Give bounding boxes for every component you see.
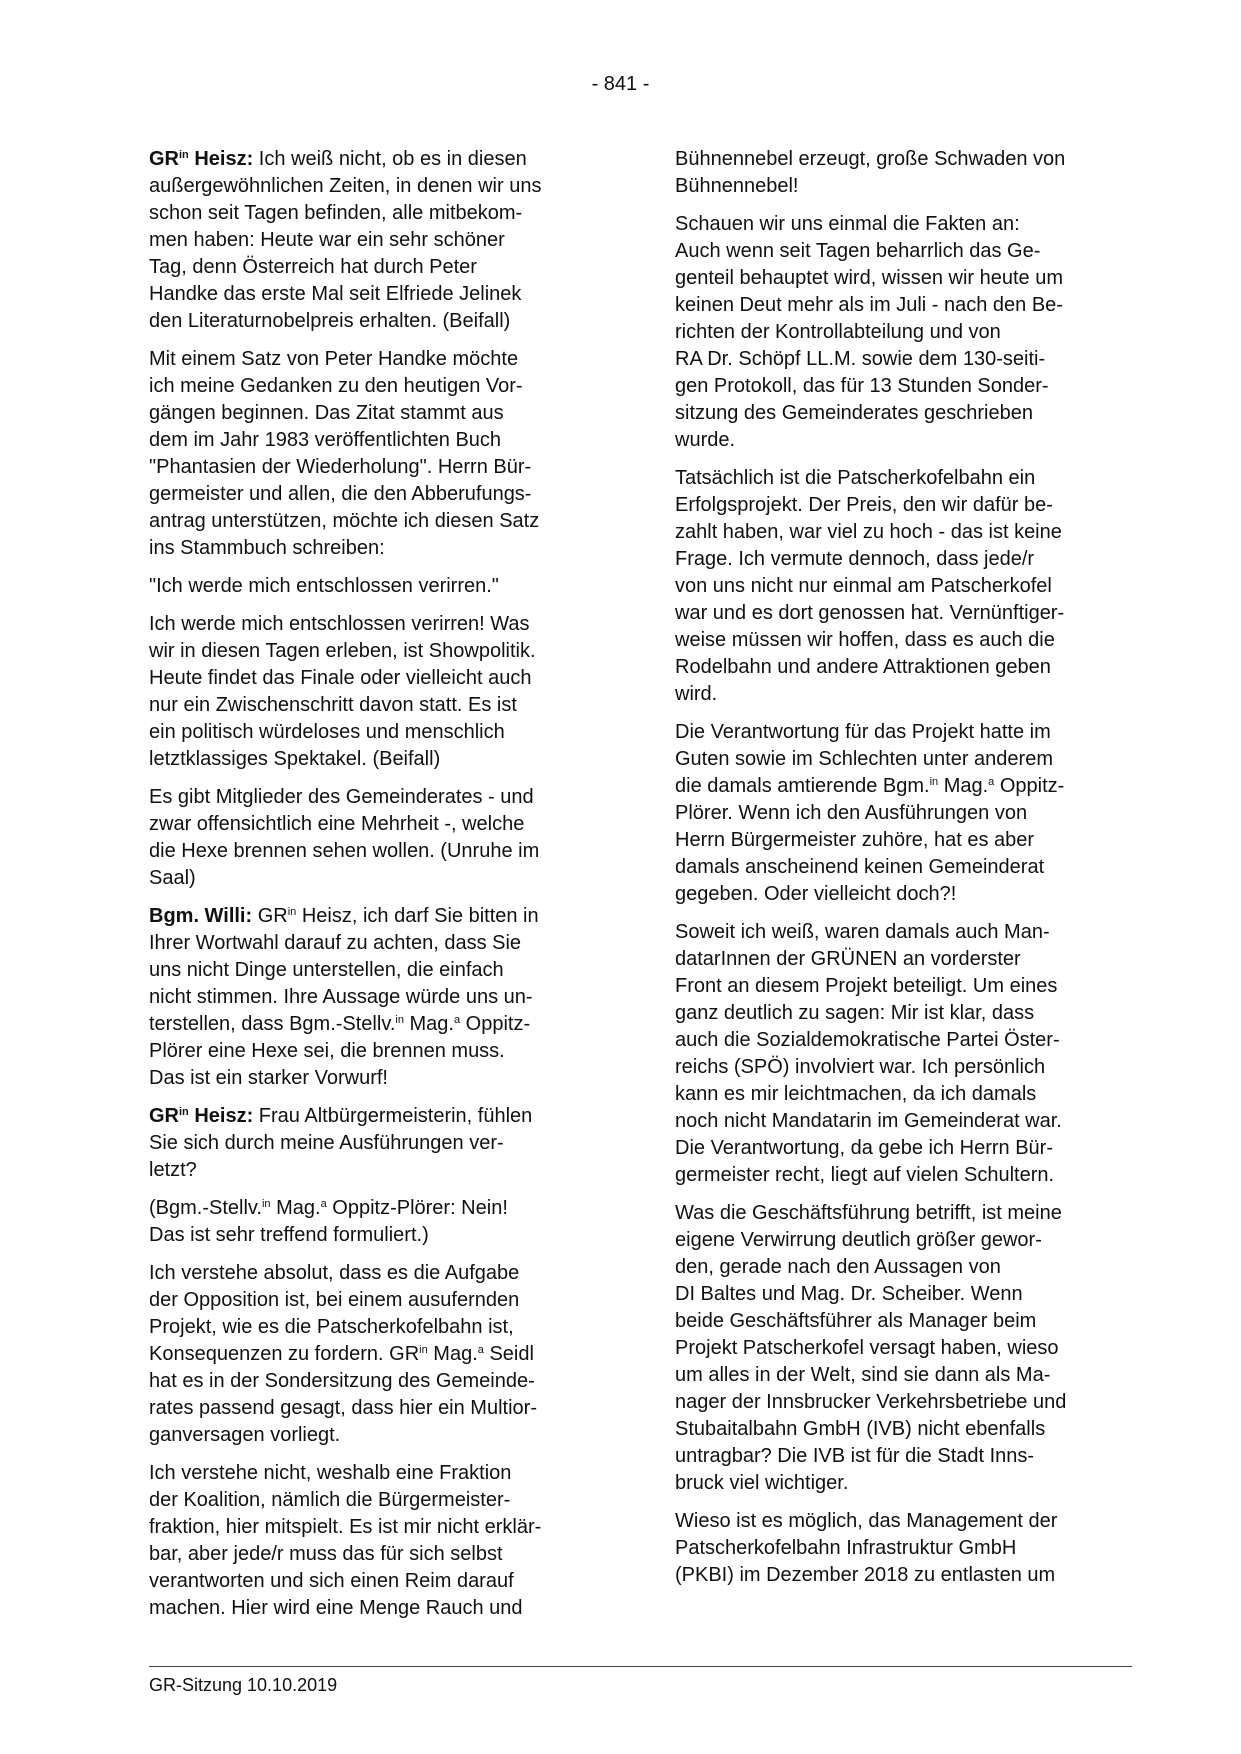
text-line: weise müssen wir hoffen, dass es auch die — [675, 629, 1055, 651]
text-line: den Literaturnobelpreis erhalten. (Beifall) — [149, 310, 511, 332]
text-line: nicht stimmen. Ihre Aussage würde uns un- — [149, 986, 533, 1008]
text-line: kann es mir leichtmachen, da ich damals — [675, 1083, 1037, 1105]
text-line: Auch wenn seit Tagen beharrlich das Ge- — [675, 240, 1041, 262]
text-line: germeister und allen, die den Abberufungs- — [149, 483, 532, 505]
text-line: den, gerade nach den Aussagen von — [675, 1256, 1001, 1278]
paragraph: Bgm. Willi: $GR^{in}$ Heisz, ich darf Sie bitten in Ihrer Wortwahl darauf zu achten, dass Sie uns nicht Dinge unterstellen, die einfach nicht stimmen. Ihre Aussage würde uns un- terstellen, dass Bgm.-Stellv.$^{in}$ Mag.$^a$ Oppitz- Plörer eine Hexe sei, die brennen muss. Das ist ein starker Vorwurf! — [149, 905, 539, 1089]
paragraph — [149, 784, 611, 892]
right-column — [675, 146, 1137, 1600]
paragraph — [675, 1200, 1137, 1497]
text-line: letzt? — [149, 1159, 197, 1181]
speaker-label: $GR^{in}$ Heisz: — [149, 1105, 254, 1127]
paragraph: (Bgm.-Stellv.$^{in}$ Mag.$^a$ Oppitz-Plörer: Nein! Das ist sehr treffend formuliert.) — [149, 1197, 508, 1246]
text-line: beide Geschäftsführer als Manager beim — [675, 1310, 1037, 1332]
paragraph: Ich verstehe absolut, dass es die Aufgabe der Opposition ist, bei einem ausufernden Projekt, wie es die Patscherkofelbahn ist, Konsequenzen zu fordern. $GR^{in}$ Mag.$^a$ Seidl hat es in der Sondersitzung des Gemeinde- rates passend gesagt, dass hier ein Multior- ganversagen vorliegt. — [149, 1262, 537, 1446]
text-line: genteil behauptet wird, wissen wir heute um — [675, 267, 1063, 289]
text-line: Wieso ist es möglich, das Management der — [675, 1510, 1058, 1532]
text-line: verantworten und sich einen Reim darauf — [149, 1570, 514, 1592]
text-line: fraktion, hier mitspielt. Es ist mir nicht erklär- — [149, 1516, 542, 1538]
paragraph — [149, 1460, 611, 1622]
text-line: Heute findet das Finale oder vielleicht auch — [149, 667, 532, 689]
text-line: richten der Kontrollabteilung und von — [675, 321, 1001, 343]
paragraph — [149, 346, 611, 562]
text-line: Ihrer Wortwahl darauf zu achten, dass Sie — [149, 932, 522, 954]
text-line: war und es dort genossen hat. Vernünftiger- — [675, 602, 1065, 624]
text-line: Schauen wir uns einmal die Fakten an: — [675, 213, 1020, 235]
text-line: Soweit ich weiß, waren damals auch Man- — [675, 921, 1050, 943]
text-line: außergewöhnlichen Zeiten, in denen wir uns — [149, 175, 542, 197]
text-line: (PKBI) im Dezember 2018 zu entlasten um — [675, 1564, 1056, 1586]
text-line: Es gibt Mitglieder des Gemeinderates - und — [149, 786, 534, 808]
text-line: Ich verstehe absolut, dass es die Aufgabe — [149, 1262, 520, 1284]
text-line: wir in diesen Tagen erleben, ist Showpolitik. — [149, 640, 536, 662]
text-line: Stubaitalbahn GmbH (IVB) nicht ebenfalls — [675, 1418, 1046, 1440]
text-line: auch die Sozialdemokratische Partei Öster- — [675, 1029, 1060, 1051]
paragraph — [149, 1103, 611, 1184]
text-line: Tag, denn Österreich hat durch Peter — [149, 256, 477, 278]
speaker-label: $GR^{in}$ Heisz: — [149, 148, 254, 170]
text-line: gen Protokoll, das für 13 Stunden Sonder- — [675, 375, 1049, 397]
text-line: Die Verantwortung, da gebe ich Herrn Bür- — [675, 1137, 1053, 1159]
quote — [149, 573, 611, 600]
text-line: rates passend gesagt, dass hier ein Multior- — [149, 1397, 537, 1419]
text-line: RA Dr. Schöpf LL.M. sowie dem 130-seiti- — [675, 348, 1046, 370]
text-line: Was die Geschäftsführung betrifft, ist meine — [675, 1202, 1062, 1224]
text-line: Sie sich durch meine Ausführungen ver- — [149, 1132, 504, 1154]
text-line: sitzung des Gemeinderates geschrieben — [675, 402, 1033, 424]
text-line: Die Verantwortung für das Projekt hatte im — [675, 721, 1051, 743]
text-line: DI Baltes und Mag. Dr. Scheiber. Wenn — [675, 1283, 1023, 1305]
text-line: der Koalition, nämlich die Bürgermeister- — [149, 1489, 511, 1511]
footer-text: GR-Sitzung 10.10.2019 — [149, 1675, 338, 1695]
text-line: wird. — [675, 683, 718, 705]
text-line: Saal) — [149, 867, 196, 889]
text-line: zahlt haben, war viel zu hoch - das ist keine — [675, 521, 1062, 543]
page-number: - 841 - — [591, 73, 650, 95]
text-line: eigene Verwirrung deutlich größer gewor- — [675, 1229, 1042, 1251]
text-line: Ich weiß nicht, ob es in diesen — [253, 148, 527, 170]
text-line: Erfolgsprojekt. Der Preis, den wir dafür be- — [675, 494, 1053, 516]
text-line: wurde. — [675, 429, 736, 451]
text-line: datarInnen der GRÜNEN an vorderster — [675, 948, 1021, 970]
text-line: noch nicht Mandatarin im Gemeinderat war. — [675, 1110, 1062, 1132]
text-line: dem im Jahr 1983 veröffentlichten Buch — [149, 429, 502, 451]
text-line: der Opposition ist, bei einem ausufernden — [149, 1289, 520, 1311]
text-line: nager der Innsbrucker Verkehrsbetriebe und — [675, 1391, 1067, 1413]
text-line: "Phantasien der Wiederholung". Herrn Bür- — [149, 456, 532, 478]
text-line: Mit einem Satz von Peter Handke möchte — [149, 348, 519, 370]
text-line: von uns nicht nur einmal am Patscherkofel — [675, 575, 1052, 597]
paragraph — [675, 146, 1137, 200]
text-line: Projekt, wie es die Patscherkofelbahn ist, — [149, 1316, 514, 1338]
speaker-label: Bgm. Willi: — [149, 905, 253, 927]
text-line: ins Stammbuch schreiben: — [149, 537, 385, 559]
text-line: um alles in der Welt, sind sie dann als Ma- — [675, 1364, 1051, 1386]
text-line: Plörer. Wenn ich den Ausführungen von — [675, 802, 1028, 824]
text-line: gängen beginnen. Das Zitat stammt aus — [149, 402, 504, 424]
paragraph — [149, 146, 611, 335]
text-line: Patscherkofelbahn Infrastruktur GmbH — [675, 1537, 1017, 1559]
paragraph — [675, 1508, 1137, 1589]
text-line: men haben: Heute war ein sehr schöner — [149, 229, 505, 251]
paragraph: Die Verantwortung für das Projekt hatte im Guten sowie im Schlechten unter anderem die damals amtierende Bgm.$^{in}$ Mag.$^a$ Oppitz- Plörer. Wenn ich den Ausführungen von Herrn Bürgermeister zuhöre, hat es aber damals anscheinend keinen Gemeinderat gegeben. Oder vielleicht doch?! — [675, 721, 1065, 905]
footer-divider — [149, 1666, 1132, 1667]
text-line: Guten sowie im Schlechten unter anderem — [675, 748, 1053, 770]
text-line: Bühnennebel erzeugt, große Schwaden von — [675, 148, 1066, 170]
text-line: bar, aber jede/r muss das für sich selbst — [149, 1543, 503, 1565]
text-line: ganversagen vorliegt. — [149, 1424, 341, 1446]
text-line: Frau Altbürgermeisterin, fühlen — [253, 1105, 533, 1127]
text-line: ganz deutlich zu sagen: Mir ist klar, dass — [675, 1002, 1035, 1024]
text-line: Das ist ein starker Vorwurf! — [149, 1067, 388, 1089]
text-line: Ich werde mich entschlossen verirren! Was — [149, 613, 530, 635]
text-line: Bühnennebel! — [675, 175, 799, 197]
paragraph — [675, 465, 1137, 708]
left-column — [149, 146, 611, 1633]
text-line: Handke das erste Mal seit Elfriede Jelinek — [149, 283, 522, 305]
text-line: Ich verstehe nicht, weshalb eine Fraktion — [149, 1462, 512, 1484]
paragraph — [675, 919, 1137, 1189]
paragraph — [675, 211, 1137, 454]
text-line: "Ich werde mich entschlossen verirren." — [149, 575, 499, 597]
text-line: germeister recht, liegt auf vielen Schultern. — [675, 1164, 1055, 1186]
text-line: Front an diesem Projekt beteiligt. Um eines — [675, 975, 1058, 997]
text-line: damals anscheinend keinen Gemeinderat — [675, 856, 1045, 878]
text-line: nur ein Zwischenschritt davon statt. Es ist — [149, 694, 517, 716]
text-line: Frage. Ich vermute dennoch, dass jede/r — [675, 548, 1035, 570]
text-line: gegeben. Oder vielleicht doch?! — [675, 883, 957, 905]
text-line: Plörer eine Hexe sei, die brennen muss. — [149, 1040, 505, 1062]
text-line: Das ist sehr treffend formuliert.) — [149, 1224, 429, 1246]
text-line: Herrn Bürgermeister zuhöre, hat es aber — [675, 829, 1035, 851]
text-line: ich meine Gedanken zu den heutigen Vor- — [149, 375, 523, 397]
text-line: antrag unterstützen, möchte ich diesen Satz — [149, 510, 540, 532]
text-line: ein politisch würdeloses und menschlich — [149, 721, 505, 743]
text-line: schon seit Tagen befinden, alle mitbekom- — [149, 202, 523, 224]
paragraph — [149, 611, 611, 773]
text-line: Tatsächlich ist die Patscherkofelbahn ein — [675, 467, 1036, 489]
text-line: die Hexe brennen sehen wollen. (Unruhe im — [149, 840, 540, 862]
text-line: Projekt Patscherkofel versagt haben, wieso — [675, 1337, 1059, 1359]
text-line: keinen Deut mehr als im Juli - nach den Be- — [675, 294, 1063, 316]
text-line: zwar offensichtlich eine Mehrheit -, welche — [149, 813, 525, 835]
text-line: hat es in der Sondersitzung des Gemeinde- — [149, 1370, 535, 1392]
text-line: uns nicht Dinge unterstellen, die einfach — [149, 959, 504, 981]
text-line: Rodelbahn und andere Attraktionen geben — [675, 656, 1051, 678]
text-line: untragbar? Die IVB ist für die Stadt Inns- — [675, 1445, 1035, 1467]
text-line: machen. Hier wird eine Menge Rauch und — [149, 1597, 523, 1619]
text-line: reichs (SPÖ) involviert war. Ich persönlich — [675, 1056, 1046, 1078]
text-line: bruck viel wichtiger. — [675, 1472, 849, 1494]
text-line: letztklassiges Spektakel. (Beifall) — [149, 748, 441, 770]
